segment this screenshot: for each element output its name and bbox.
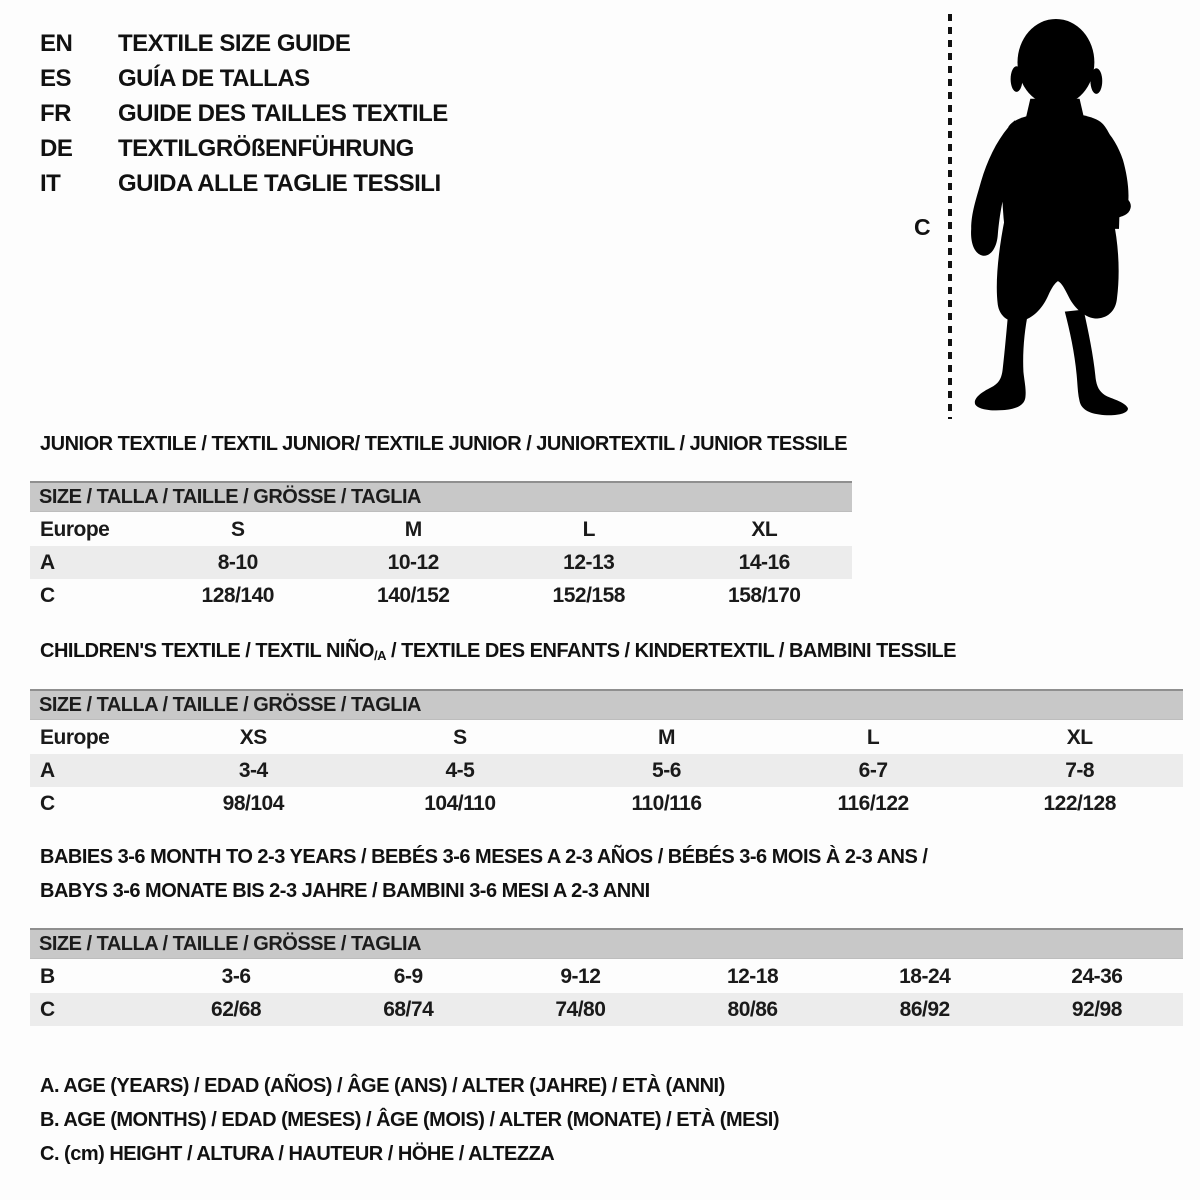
children-size-header-bar: SIZE / TALLA / TAILLE / GRÖSSE / TAGLIA: [30, 689, 1183, 720]
size-cell: 14-16: [738, 550, 790, 574]
language-row: [40, 166, 448, 201]
junior-section-heading: JUNIOR TEXTILE / TEXTIL JUNIOR/ TEXTILE JUNIOR / JUNIORTEXTIL / JUNIOR TESSILE: [40, 433, 848, 455]
table-row: [30, 579, 852, 612]
babies-section-heading-line1: BABIES 3-6 MONTH TO 2-3 YEARS / BEBÉS 3-6 MESES A 2-3 AÑOS / BÉBÉS 3-6 MOIS À 2-3 ANS /: [40, 846, 928, 868]
size-cell: 140/152: [377, 583, 450, 607]
size-cell: 5-6: [652, 758, 681, 782]
size-cell: 98/104: [222, 791, 284, 815]
height-dashed-line: [948, 14, 952, 419]
size-cell: 10-12: [387, 550, 439, 574]
table-row: [30, 754, 1183, 787]
size-cell: 158/170: [728, 583, 801, 607]
toddler-silhouette-icon: [968, 16, 1135, 420]
row-label: C: [40, 791, 55, 815]
language-row: [40, 131, 448, 166]
children-heading-text: / TEXTILE DES ENFANTS / KINDERTEXTIL / BAMBINI TESSILE: [385, 640, 956, 662]
legend-note-b: B. AGE (MONTHS) / EDAD (MESES) / ÂGE (MOIS) / ALTER (MONATE) / ETÀ (MESI): [40, 1109, 780, 1131]
size-cell: 92/98: [1071, 997, 1122, 1021]
legend-note-c: C. (cm) HEIGHT / ALTURA / HAUTEUR / HÖHE / ALTEZZA: [40, 1143, 555, 1165]
size-cell: 18-24: [899, 964, 951, 988]
size-cell: S: [230, 517, 245, 541]
size-cell: XL: [1066, 725, 1093, 749]
table-row: [30, 960, 1183, 993]
size-cell: 8-10: [217, 550, 258, 574]
size-cell: 74/80: [555, 997, 606, 1021]
babies-size-header-bar: SIZE / TALLA / TAILLE / GRÖSSE / TAGLIA: [30, 928, 1183, 959]
size-cell: L: [866, 725, 880, 749]
table-row: [30, 513, 852, 546]
table-row: [30, 787, 1183, 820]
language-code: DE: [40, 134, 73, 162]
size-cell: 152/158: [552, 583, 625, 607]
language-title: TEXTILGRÖßENFÜHRUNG: [118, 134, 414, 162]
size-cell: L: [582, 517, 595, 541]
babies-section-heading-line2: BABYS 3-6 MONATE BIS 2-3 JAHRE / BAMBINI 3-6 MESI A 2-3 ANNI: [40, 880, 650, 902]
row-label: B: [40, 964, 55, 988]
language-row: [40, 96, 448, 131]
babies-size-table: [30, 960, 1183, 1026]
height-measure-label: C: [914, 214, 931, 240]
table-row: [30, 721, 1183, 754]
row-label: A: [40, 758, 55, 782]
children-heading-text: CHILDREN'S TEXTILE / TEXTIL NIÑO: [40, 640, 374, 662]
language-code: ES: [40, 64, 72, 92]
size-cell: 24-36: [1071, 964, 1123, 988]
language-title-list: [40, 26, 448, 201]
size-cell: 3-4: [238, 758, 268, 782]
row-label: Europe: [40, 517, 110, 541]
size-cell: 128/140: [201, 583, 274, 607]
language-title: GUIDE DES TAILLES TEXTILE: [118, 99, 448, 127]
language-code: IT: [40, 169, 61, 197]
table-row: [30, 993, 1183, 1026]
size-cell: 86/92: [899, 997, 950, 1021]
size-cell: 104/110: [424, 791, 496, 815]
children-heading-subscript: /A: [373, 648, 386, 663]
junior-size-table: [30, 513, 852, 612]
language-row: [40, 61, 448, 96]
size-cell: 80/86: [727, 997, 778, 1021]
language-title: TEXTILE SIZE GUIDE: [118, 29, 351, 57]
size-cell: 62/68: [211, 997, 262, 1021]
size-cell: 9-12: [560, 964, 601, 988]
size-cell: 12-18: [726, 964, 779, 988]
language-title: GUÍA DE TALLAS: [118, 64, 310, 92]
size-cell: XL: [751, 517, 778, 541]
size-cell: 4-5: [445, 758, 475, 782]
language-code: EN: [40, 29, 73, 57]
row-label: Europe: [40, 725, 110, 749]
size-cell: 110/116: [631, 791, 702, 815]
size-cell: M: [657, 725, 675, 749]
size-cell: 116/122: [837, 791, 909, 815]
table-row: [30, 546, 852, 579]
legend-note-a: A. AGE (YEARS) / EDAD (AÑOS) / ÂGE (ANS) / ALTER (JAHRE) / ETÀ (ANNI): [40, 1075, 725, 1097]
children-size-table: [30, 721, 1183, 820]
size-cell: 6-9: [393, 964, 423, 988]
language-title: GUIDA ALLE TAGLIE TESSILI: [118, 169, 441, 197]
language-code: FR: [40, 99, 71, 127]
children-section-heading: [40, 640, 956, 663]
size-cell: 6-7: [858, 758, 888, 782]
size-cell: 122/128: [1043, 791, 1116, 815]
size-cell: XS: [239, 725, 267, 749]
size-cell: 12-13: [563, 550, 615, 574]
language-row: [40, 26, 448, 61]
size-cell: S: [453, 725, 467, 749]
size-cell: 3-6: [221, 964, 251, 988]
junior-size-header-bar: SIZE / TALLA / TAILLE / GRÖSSE / TAGLIA: [30, 481, 852, 512]
size-cell: 68/74: [383, 997, 434, 1021]
row-label: C: [40, 997, 55, 1021]
size-cell: M: [404, 517, 422, 541]
legend-notes: [40, 1069, 779, 1171]
row-label: C: [40, 583, 55, 607]
size-cell: 7-8: [1065, 758, 1095, 782]
row-label: A: [40, 550, 55, 574]
